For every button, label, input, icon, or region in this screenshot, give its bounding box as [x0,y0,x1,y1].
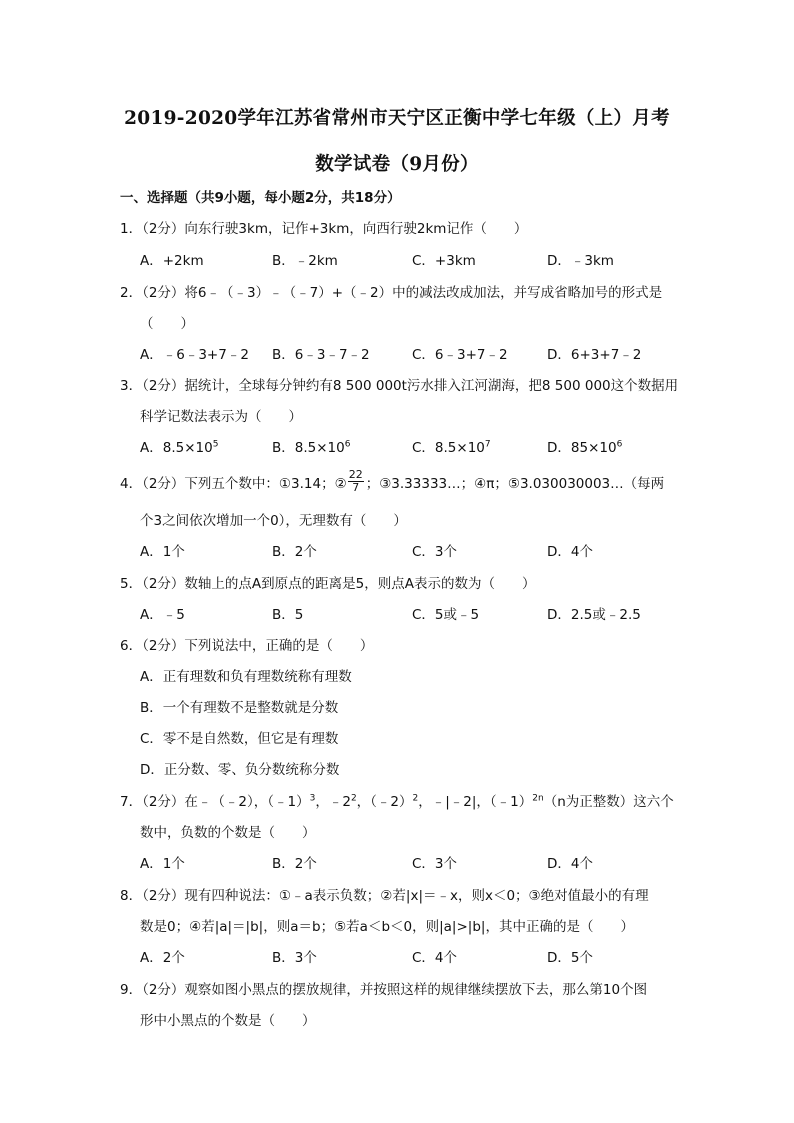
question-5-option-b: B．5 [272,607,304,623]
question-8-text: 8．（2分）现有四种说法：①﹣a表示负数；②若|x|＝﹣x，则x＜0；③绝对值最小的有理 [120,888,649,904]
question-3-option-a: A．$8.5\times 10^5$ [140,439,219,456]
question-5-option-d: D．2.5或﹣2.5 [547,607,641,623]
question-5-text: 5．（2分）数轴上的点A到原点的距离是5，则点A表示的数为（ ） [120,576,536,592]
question-1-text: 1．（2分）向东行驶3km，记作+3km，向西行驶2km记作（ ） [120,221,528,237]
question-9-text: 9．（2分）观察如图小黑点的摆放规律，并按照这样的规律继续摆放下去，那么第10个图 [120,982,648,998]
question-3-option-d: D．$85\times 10^6$ [547,439,623,456]
question-7-text-cont: 数中，负数的个数是（ ） [140,825,316,841]
question-5-option-a: A．﹣5 [140,607,185,623]
question-8-text-cont: 数是0；④若|a|＝|b|，则a＝b；⑤若a＜b＜0，则|a|>|b|，其中正确的是（ ） [140,919,634,935]
question-4-option-c: C．3个 [412,544,458,560]
question-4-option-d: D．4个 [547,544,593,560]
question-4-option-a: A．1个 [140,544,185,560]
question-6-option-b: B．一个有理数不是整数就是分数 [140,700,339,716]
question-2-text-cont: （ ） [140,316,194,332]
question-3-option-b: B．$8.5\times 10^6$ [272,439,351,456]
question-5-option-c: C．5或﹣5 [412,607,480,623]
question-1-option-d: D．﹣3km [547,253,614,269]
question-4-text: 4．（2分）下列五个数中：①3.14；② $\frac{22}{7}$ ；③3.33333…；④π；⑤3.030030003…（每两 [120,467,665,494]
question-7-option-c: C．3个 [412,856,458,872]
question-1-option-a: A．+2km [140,253,204,269]
question-2-option-b: B．6﹣3﹣7﹣2 [272,347,370,363]
question-6-text: 6．（2分）下列说法中，正确的是（ ） [120,638,374,654]
question-3-option-c: C．$8.5\times 10^7$ [412,439,491,456]
question-7-option-a: A．1个 [140,856,185,872]
question-8-option-c: C．4个 [412,950,458,966]
question-8-option-b: B．3个 [272,950,317,966]
question-4-option-b: B．2个 [272,544,317,560]
question-1-option-c: C．+3km [412,253,476,269]
question-1-option-b: B．﹣2km [272,253,338,269]
question-7-option-d: D．4个 [547,856,593,872]
question-8-option-a: A．2个 [140,950,185,966]
question-9-text-cont: 形中小黑点的个数是（ ） [140,1013,316,1029]
question-2-text: 2．（2分）将6﹣（﹣3）﹣（﹣7）+（﹣2）中的减法改成加法，并写成省略加号的形式是 [120,285,663,301]
question-3-text-cont: 科学记数法表示为（ ） [140,409,302,425]
question-7-option-b: B．2个 [272,856,317,872]
fraction-22-7: $\frac{22}{7}$ [348,467,363,494]
exam-title-line1: 2019-2020学年江苏省常州市天宁区正衡中学七年级（上）月考 [124,108,670,129]
question-6-option-a: A．正有理数和负有理数统称有理数 [140,669,352,685]
question-6-option-c: C．零不是自然数，但它是有理数 [140,731,339,747]
question-4-text-cont: 个3之间依次增加一个0），无理数有（ ） [140,513,407,529]
question-6-option-d: D．正分数、零、负分数统称分数 [140,762,340,778]
section-heading: 一、选择题（共9小题，每小题2分，共18分） [120,190,401,206]
question-2-option-c: C．6﹣3+7﹣2 [412,347,508,363]
question-2-option-a: A．﹣6﹣3+7﹣2 [140,347,249,363]
question-2-option-d: D．6+3+7﹣2 [547,347,642,363]
question-3-text: 3．（2分）据统计，全球每分钟约有8 500 000t污水排入江河湖海，把8 500 000这个数据用 [120,378,679,394]
question-8-option-d: D．5个 [547,950,593,966]
question-7-text: 7．（2分）在﹣（﹣2），（﹣1）$^3$，$﹣2^2$，（﹣2）$^2$，﹣|﹣2|，（﹣1）$^{2n}$（n为正整数）这六个 [120,793,674,810]
exam-title-line2: 数学试卷（9月份） [315,154,479,175]
